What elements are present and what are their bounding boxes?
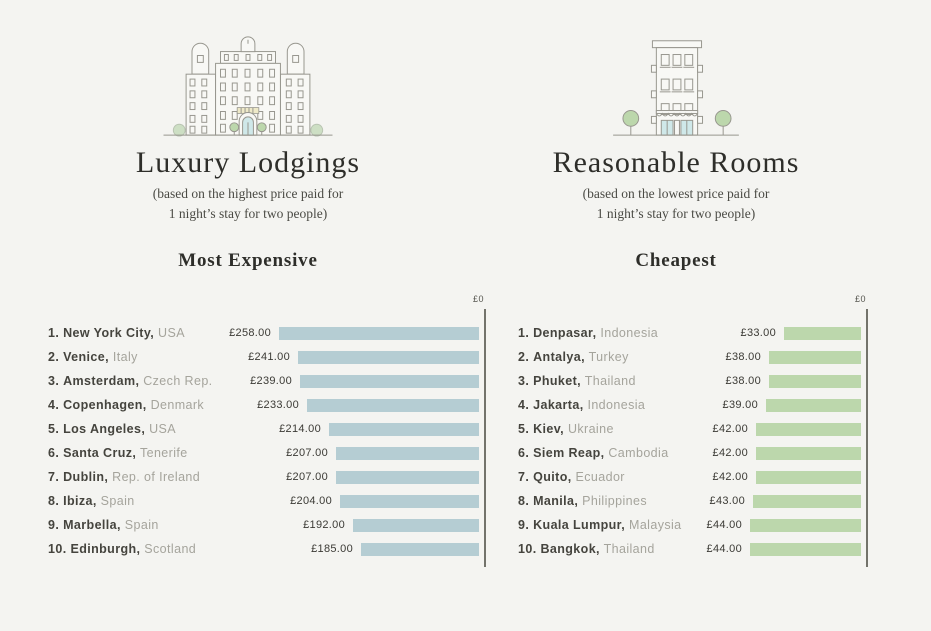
row-label — [518, 446, 713, 460]
price-label: £214.00 — [279, 423, 321, 436]
rank-number: 10. — [48, 542, 67, 557]
chart-row — [518, 417, 868, 441]
price-label: £38.00 — [725, 375, 761, 388]
country-name: Indonesia — [600, 326, 659, 341]
panel-reasonable-rooms — [518, 26, 868, 561]
row-label — [48, 398, 257, 412]
price-bar — [769, 375, 861, 388]
row-label — [48, 374, 250, 388]
chart-row — [518, 489, 868, 513]
country-name: Rep. of Ireland — [112, 470, 201, 485]
row-label — [48, 470, 286, 484]
country-name: Cambodia — [608, 446, 669, 461]
price-bar — [298, 351, 479, 364]
most-expensive-chart — [48, 294, 486, 561]
chart-row — [48, 441, 486, 465]
chart-row — [48, 489, 486, 513]
luxury-header — [48, 26, 448, 272]
chart-row — [48, 513, 486, 537]
country-name: USA — [158, 326, 185, 341]
country-name: Philippines — [582, 494, 648, 509]
country-name: Thailand — [603, 542, 655, 557]
row-label — [48, 518, 303, 532]
rank-number: 8. — [518, 494, 530, 509]
price-bar — [329, 423, 479, 436]
row-label — [48, 494, 290, 508]
chart-row — [48, 417, 486, 441]
price-label: £42.00 — [712, 471, 748, 484]
rank-number: 4. — [518, 398, 530, 413]
city-name: Edinburgh, — [70, 542, 141, 557]
small-hotel-illustration — [518, 26, 834, 140]
cheapest-heading: Cheapest — [635, 250, 717, 272]
grand-hotel-icon — [159, 28, 337, 140]
price-bar — [353, 519, 479, 532]
chart-row — [48, 345, 486, 369]
city-name: Kiev, — [533, 422, 565, 437]
price-label: £185.00 — [311, 543, 353, 556]
chart-row — [48, 537, 486, 561]
price-bar — [336, 471, 479, 484]
city-name: Ibiza, — [63, 494, 97, 509]
city-name: Siem Reap, — [533, 446, 605, 461]
price-label: £192.00 — [303, 519, 345, 532]
price-label: £207.00 — [286, 447, 328, 460]
chart-row — [48, 321, 486, 345]
city-name: Quito, — [533, 470, 572, 485]
country-name: Tenerife — [139, 446, 188, 461]
bar-rows — [518, 294, 868, 561]
reasonable-header — [518, 26, 834, 272]
city-name: Bangkok, — [540, 542, 600, 557]
row-label — [48, 446, 286, 460]
rank-number: 7. — [48, 470, 60, 485]
small-hotel-icon — [605, 28, 747, 140]
city-name: Los Angeles, — [63, 422, 146, 437]
price-label: £44.00 — [706, 519, 742, 532]
price-bar — [756, 447, 861, 460]
row-label — [518, 374, 726, 388]
chart-row — [518, 465, 868, 489]
price-bar — [750, 519, 861, 532]
price-bar — [756, 471, 861, 484]
chart-row — [518, 393, 868, 417]
country-name: Scotland — [144, 542, 197, 557]
country-name: Czech Rep. — [143, 374, 213, 389]
row-label — [518, 350, 726, 364]
city-name: Phuket, — [533, 374, 582, 389]
panel-luxury-lodgings — [48, 26, 486, 561]
price-bar — [340, 495, 479, 508]
price-bar — [307, 399, 479, 412]
city-name: Jakarta, — [533, 398, 584, 413]
price-label: £38.00 — [725, 351, 761, 364]
chart-row — [518, 321, 868, 345]
rank-number: 8. — [48, 494, 60, 509]
zero-axis-line — [866, 309, 868, 567]
country-name: Indonesia — [587, 398, 646, 413]
country-name: Spain — [124, 518, 159, 533]
price-bar — [361, 543, 479, 556]
country-name: Italy — [112, 350, 138, 365]
city-name: Santa Cruz, — [63, 446, 137, 461]
country-name: USA — [149, 422, 177, 437]
chart-row — [48, 465, 486, 489]
city-name: Denpasar, — [533, 326, 597, 341]
price-label: £43.00 — [709, 495, 745, 508]
price-label: £239.00 — [250, 375, 292, 388]
price-label: £207.00 — [286, 471, 328, 484]
chart-row — [518, 513, 868, 537]
price-bar — [766, 399, 861, 412]
row-label — [518, 422, 713, 436]
rank-number: 3. — [48, 374, 60, 389]
rank-number: 9. — [48, 518, 60, 533]
rank-number: 9. — [518, 518, 530, 533]
city-name: New York City, — [63, 326, 155, 341]
price-bar — [753, 495, 861, 508]
most-expensive-heading: Most Expensive — [178, 250, 318, 272]
rank-number: 2. — [518, 350, 530, 365]
row-label — [48, 350, 248, 364]
chart-row — [518, 345, 868, 369]
price-label: £241.00 — [248, 351, 290, 364]
luxury-subtitle: (based on the highest price paid for 1 night’s stay for two people) — [152, 185, 344, 222]
city-name: Manila, — [533, 494, 579, 509]
price-bar — [769, 351, 861, 364]
chart-row — [518, 441, 868, 465]
price-label: £258.00 — [229, 327, 271, 340]
price-bar — [756, 423, 861, 436]
rank-number: 6. — [48, 446, 60, 461]
price-label: £39.00 — [722, 399, 758, 412]
country-name: Thailand — [584, 374, 636, 389]
city-name: Marbella, — [63, 518, 121, 533]
cheapest-chart — [518, 294, 868, 561]
rank-number: 7. — [518, 470, 530, 485]
rank-number: 6. — [518, 446, 530, 461]
price-label: £42.00 — [712, 423, 748, 436]
country-name: Turkey — [588, 350, 629, 365]
price-label: £42.00 — [712, 447, 748, 460]
price-bar — [336, 447, 479, 460]
row-label — [518, 494, 710, 508]
price-label: £33.00 — [740, 327, 776, 340]
price-bar — [279, 327, 479, 340]
rank-number: 5. — [48, 422, 60, 437]
zero-axis-label: £0 — [472, 294, 484, 305]
rank-number: 4. — [48, 398, 60, 413]
rank-number: 10. — [518, 542, 537, 557]
price-bar — [300, 375, 479, 388]
chart-row — [518, 369, 868, 393]
rank-number: 3. — [518, 374, 530, 389]
luxury-title: Luxury Lodgings — [135, 146, 361, 179]
chart-row — [518, 537, 868, 561]
bar-rows — [48, 294, 486, 561]
rank-number: 5. — [518, 422, 530, 437]
rank-number: 2. — [48, 350, 60, 365]
price-label: £44.00 — [706, 543, 742, 556]
country-name: Ecuador — [575, 470, 625, 485]
row-label — [48, 326, 229, 340]
reasonable-title: Reasonable Rooms — [552, 146, 800, 179]
grand-hotel-illustration — [48, 26, 448, 140]
price-label: £233.00 — [257, 399, 299, 412]
chart-row — [48, 393, 486, 417]
price-label: £204.00 — [290, 495, 332, 508]
city-name: Antalya, — [533, 350, 585, 365]
country-name: Denmark — [150, 398, 205, 413]
city-name: Kuala Lumpur, — [533, 518, 626, 533]
row-label — [518, 470, 713, 484]
rank-number: 1. — [518, 326, 530, 341]
city-name: Dublin, — [63, 470, 109, 485]
row-label — [518, 326, 741, 340]
row-label — [518, 542, 707, 556]
country-name: Ukraine — [567, 422, 614, 437]
city-name: Amsterdam, — [63, 374, 140, 389]
row-label — [518, 398, 723, 412]
reasonable-subtitle: (based on the lowest price paid for 1 night’s stay for two people) — [582, 185, 770, 222]
row-label — [48, 542, 311, 556]
country-name: Spain — [100, 494, 135, 509]
city-name: Venice, — [63, 350, 109, 365]
price-bar — [784, 327, 861, 340]
country-name: Malaysia — [629, 518, 682, 533]
price-bar — [750, 543, 861, 556]
row-label — [48, 422, 279, 436]
zero-axis-label: £0 — [854, 294, 866, 305]
row-label — [518, 518, 707, 532]
city-name: Copenhagen, — [63, 398, 147, 413]
rank-number: 1. — [48, 326, 60, 341]
chart-row — [48, 369, 486, 393]
zero-axis-line — [484, 309, 486, 567]
